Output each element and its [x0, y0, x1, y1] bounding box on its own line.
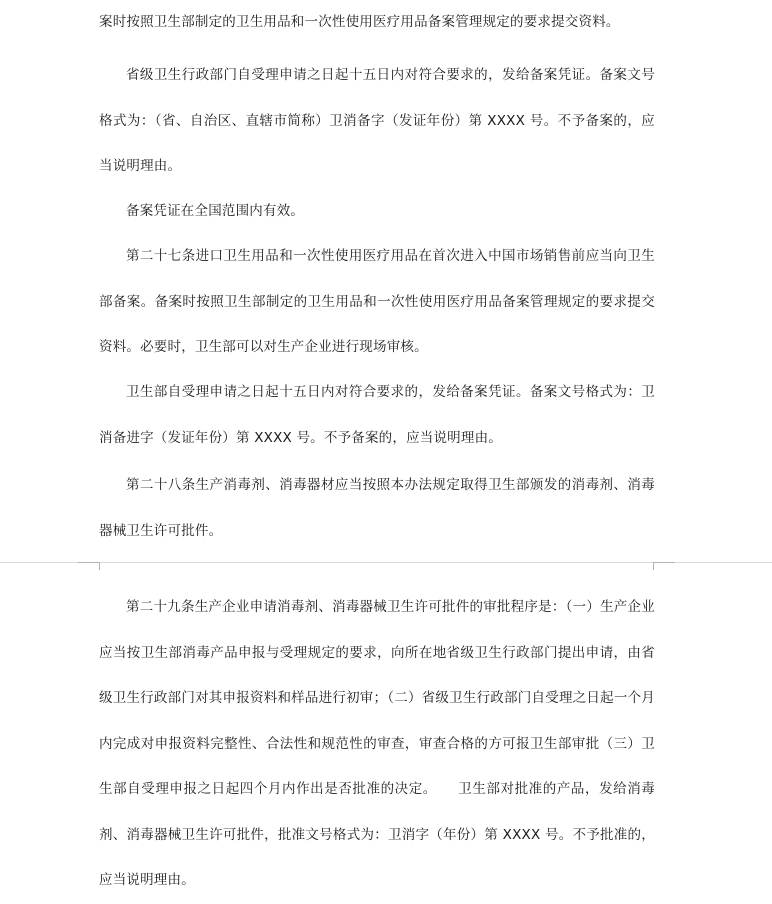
paragraph-continuation: 案时按照卫生部制定的卫生用品和一次性使用医疗用品备案管理规定的要求提交资料。 [99, 14, 620, 30]
paragraph-article-28: 第二十八条生产消毒剂、消毒器材应当按照本办法规定取得卫生部颁发的消毒剂、消毒器械卫生许可批件。 [99, 477, 655, 539]
paragraph-article-29: 第二十九条生产企业申请消毒剂、消毒器械卫生许可批件的审批程序是：（一）生产企业应当按卫生部消毒产品申报与受理规定的要求，向所在地省级卫生行政部门提出申请，由省级卫生行政部门对其申报资料和样品进行初审；（二）省级卫生行政部门自受理之日起一个月内完成对申报资料完整性、合法性和规范性的审查，审查合格的方可报卫生部审批（三）卫生部自受理申报之日起四个月内作出是否批准的决定。 卫生部对批准的产品，发给消毒剂、消毒器械卫生许可批件，批准文号格式为：卫消字（年份）第 XXXX 号。不予批准的，应当说明理由。 [99, 599, 655, 888]
paragraph-provincial-filing: 省级卫生行政部门自受理申请之日起十五日内对符合要求的，发给备案凭证。备案文号格式为：（省、自治区、直辖市简称）卫消备字（发证年份）第 XXXX 号。不予备案的，应当说明理由。 [99, 67, 655, 174]
page-corner-mark [78, 562, 100, 570]
document-page-lower [0, 571, 772, 888]
paragraph-certificate-validity: 备案凭证在全国范围内有效。 [126, 203, 305, 219]
paragraph-ministry-filing: 卫生部自受理申请之日起十五日内对符合要求的，发给备案凭证。备案文号格式为：卫消备进字（发证年份）第 XXXX 号。不予备案的，应当说明理由。 [99, 384, 655, 446]
paragraph-article-27: 第二十七条进口卫生用品和一次性使用医疗用品在首次进入中国市场销售前应当向卫生部备案。备案时按照卫生部制定的卫生用品和一次性使用医疗用品备案管理规定的要求提交资料。必要时，卫生部可以对生产企业进行现场审核。 [99, 248, 655, 355]
page-corner-mark [653, 562, 675, 570]
